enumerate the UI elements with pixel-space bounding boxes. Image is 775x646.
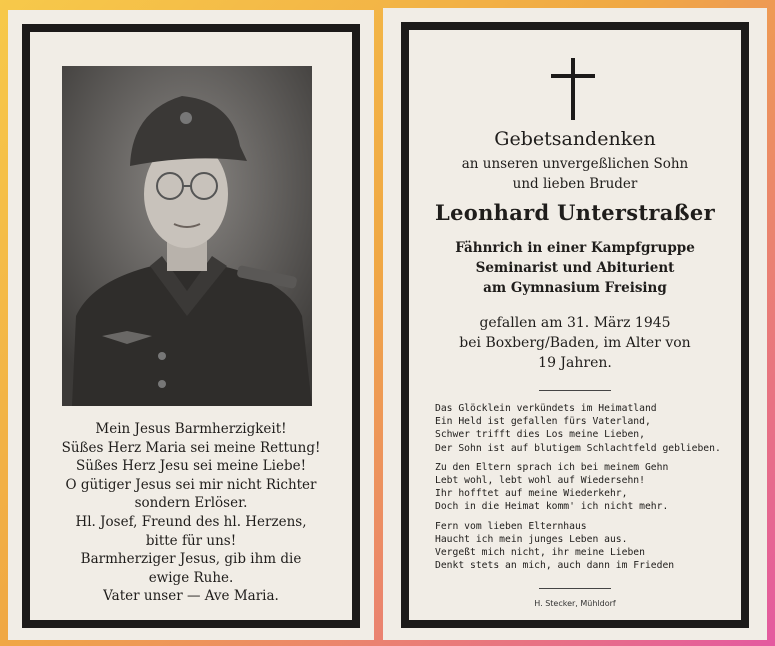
deceased-name: Leonhard Unterstraßer — [435, 200, 715, 225]
poem-stanza — [435, 461, 743, 514]
prayer-line: Süßes Herz Jesu sei meine Liebe! — [75, 458, 307, 475]
memorial-card-right — [383, 8, 767, 640]
poem-line: Vergeßt mich nicht, ihr meine Lieben — [435, 547, 645, 559]
portrait-photo — [62, 66, 312, 406]
poem-stanza — [435, 402, 743, 455]
memorial-card-left — [8, 10, 374, 640]
dedication-line: an unseren unvergeßlichen Sohn — [461, 156, 689, 172]
latin-cross-icon — [551, 58, 595, 120]
poem-line: Ein Held ist gefallen fürs Vaterland, — [435, 416, 651, 428]
rank-line: am Gymnasium Freising — [483, 280, 667, 296]
prayer-line: Mein Jesus Barmherzigkeit! — [95, 421, 287, 437]
poem-line: Denkt stets an mich, auch dann im Frieden — [435, 560, 675, 572]
death-line: gefallen am 31. März 1945 — [479, 315, 671, 331]
rank-line: Seminarist und Abiturient — [475, 260, 675, 276]
poem-line: Zu den Eltern sprach ich bei meinem Gehn — [435, 461, 669, 473]
prayer-line: O gütiger Jesus sei mir nicht Richter — [65, 476, 317, 493]
rank-line: Fähnrich in einer Kampfgruppe — [455, 240, 695, 256]
prayer-line: ewige Ruhe. — [148, 569, 234, 586]
portrait-icon — [62, 66, 312, 406]
prayer-line: Barmherziger Jesus, gib ihm die — [80, 551, 302, 568]
printer-credit: H. Stecker, Mühldorf — [534, 599, 616, 608]
poem — [435, 402, 743, 578]
page-title: Gebetsandenken — [494, 128, 656, 150]
prayer-line: bitte für uns! — [145, 532, 237, 549]
poem-stanza — [435, 520, 743, 573]
poem-line: Haucht ich mein junges Leben aus. — [435, 533, 628, 545]
death-info — [423, 313, 727, 373]
poem-line: Fern vom lieben Elternhaus — [435, 520, 587, 532]
poem-line: Das Glöcklein verkündets im Heimatland — [435, 403, 657, 414]
divider — [539, 588, 611, 589]
prayer-list — [38, 420, 344, 606]
divider — [539, 390, 611, 391]
dedication-line: und lieben Bruder — [512, 176, 638, 192]
poem-line: Schwer trifft dies Los meine Lieben, — [435, 429, 645, 441]
death-line: bei Boxberg/Baden, im Alter von — [459, 335, 691, 351]
dedication — [423, 154, 727, 194]
death-line: 19 Jahren. — [538, 355, 612, 371]
prayer-line: Vater unser — Ave Maria. — [103, 588, 279, 605]
prayer-line: sondern Erlöser. — [134, 495, 248, 512]
poem-line: Der Sohn ist auf blutigem Schlachtfeld geblieben. — [435, 442, 721, 454]
poem-line: Lebt wohl, lebt wohl auf Wiedersehn! — [435, 475, 645, 487]
poem-line: Doch in die Heimat komm' ich nicht mehr. — [435, 501, 669, 513]
poem-line: Ihr hofftet auf meine Wiederkehr, — [435, 488, 628, 500]
prayer-line: Hl. Josef, Freund des hl. Herzens, — [75, 513, 307, 530]
rank-info — [423, 238, 727, 298]
prayer-line: Süßes Herz Maria sei meine Rettung! — [61, 439, 321, 456]
